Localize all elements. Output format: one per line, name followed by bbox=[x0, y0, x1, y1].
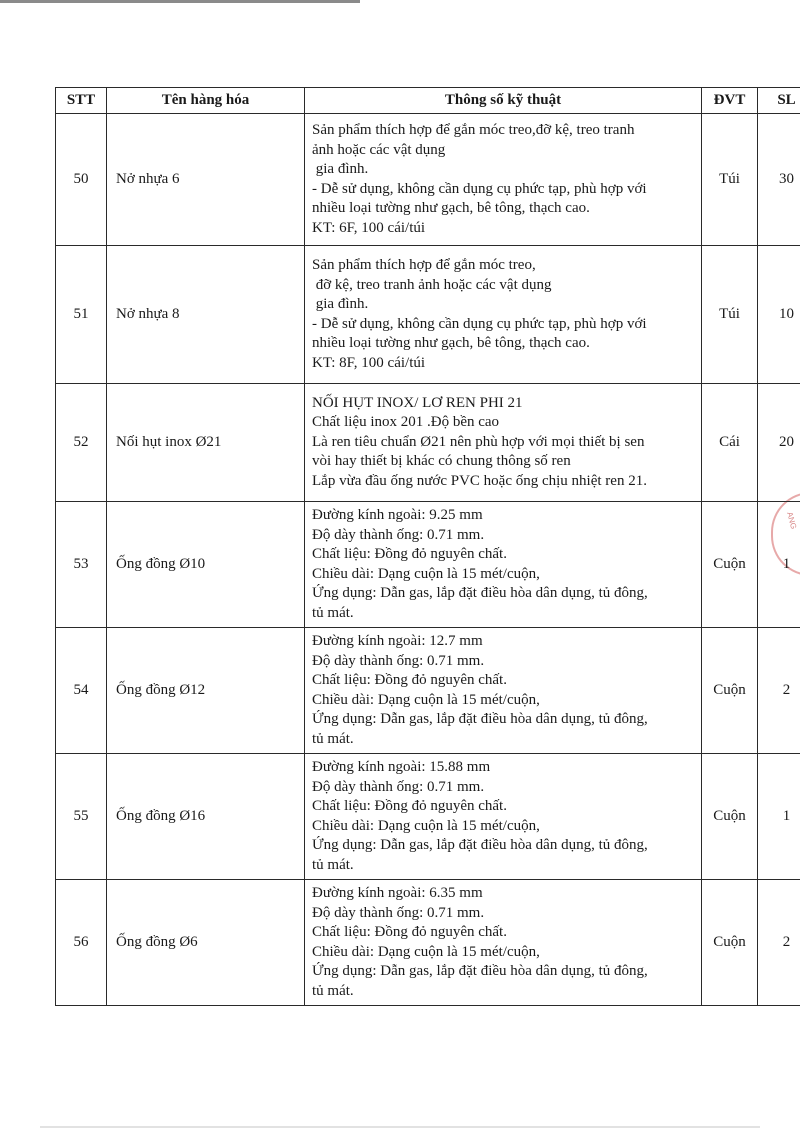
row-spec bbox=[305, 114, 702, 246]
spec-line: Đường kính ngoài: 12.7 mm bbox=[312, 633, 483, 649]
table-row bbox=[56, 246, 800, 384]
spec-line: Chiều dài: Dạng cuộn là 15 mét/cuộn, bbox=[312, 817, 540, 834]
spec-line: - Dễ sử dụng, không cần dụng cụ phức tạp, phù hợp với bbox=[312, 180, 647, 197]
scan-edge-top bbox=[0, 0, 360, 3]
spec-line: Độ dày thành ống: 0.71 mm. bbox=[312, 778, 485, 795]
row-stt: 50 bbox=[56, 114, 107, 246]
spec-line: Độ dày thành ống: 0.71 mm. bbox=[312, 904, 485, 921]
header-spec: Thông số kỹ thuật bbox=[305, 88, 702, 114]
table-row bbox=[56, 754, 800, 880]
spec-line: Ứng dụng: Dẫn gas, lắp đặt điều hòa dân dụng, tủ đông, bbox=[312, 585, 648, 601]
spec-line: nhiều loại tường như gạch, bê tông, thạch cao. bbox=[312, 200, 590, 216]
row-spec bbox=[305, 384, 702, 502]
row-spec bbox=[305, 754, 702, 880]
row-product-name: Ống đồng Ø10 bbox=[107, 502, 305, 628]
row-product-name: Nở nhựa 6 bbox=[107, 114, 305, 246]
spec-line: nhiều loại tường như gạch, bê tông, thạch cao. bbox=[312, 335, 590, 351]
stamp-text: ANG bbox=[785, 510, 799, 531]
spec-line: gia đình. bbox=[312, 296, 369, 312]
table-row bbox=[56, 384, 800, 502]
spec-line: đỡ kệ, treo tranh ảnh hoặc các vật dụng bbox=[312, 276, 552, 293]
product-spec-table bbox=[55, 87, 800, 1006]
spec-line: Chiều dài: Dạng cuộn là 15 mét/cuộn, bbox=[312, 943, 540, 960]
spec-line: tủ mát. bbox=[312, 730, 354, 747]
spec-line: Chất liệu: Đồng đỏ nguyên chất. bbox=[312, 924, 507, 940]
row-stt: 55 bbox=[56, 754, 107, 880]
table-row bbox=[56, 628, 800, 754]
spec-line: Chất liệu: Đồng đỏ nguyên chất. bbox=[312, 546, 507, 562]
header-qty: SL bbox=[758, 88, 800, 114]
spec-line: Là ren tiêu chuẩn Ø21 nên phù hợp với mọi thiết bị sen bbox=[312, 433, 645, 450]
row-unit: Cuộn bbox=[702, 880, 758, 1006]
spec-line: Ứng dụng: Dẫn gas, lắp đặt điều hòa dân dụng, tủ đông, bbox=[312, 711, 648, 727]
spec-line: Đường kính ngoài: 15.88 mm bbox=[312, 759, 491, 775]
row-spec bbox=[305, 880, 702, 1006]
table-row bbox=[56, 502, 800, 628]
spec-line: ảnh hoặc các vật dụng bbox=[312, 141, 446, 158]
table-row bbox=[56, 114, 800, 246]
row-unit: Cuộn bbox=[702, 754, 758, 880]
row-product-name: Nở nhựa 8 bbox=[107, 246, 305, 384]
row-unit: Túi bbox=[702, 246, 758, 384]
spec-line: - Dễ sử dụng, không cần dụng cụ phức tạp, phù hợp với bbox=[312, 315, 647, 332]
spec-line: tủ mát. bbox=[312, 604, 354, 621]
row-stt: 56 bbox=[56, 880, 107, 1006]
header-stt: STT bbox=[56, 88, 107, 114]
spec-line: tủ mát. bbox=[312, 856, 354, 873]
header-unit: ĐVT bbox=[702, 88, 758, 114]
row-stt: 53 bbox=[56, 502, 107, 628]
spec-line: Ứng dụng: Dẫn gas, lắp đặt điều hòa dân dụng, tủ đông, bbox=[312, 963, 648, 979]
spec-line: Chiều dài: Dạng cuộn là 15 mét/cuộn, bbox=[312, 691, 540, 708]
row-quantity: 2 bbox=[758, 880, 800, 1006]
spec-line: Lắp vừa đầu ống nước PVC hoặc ống chịu nhiệt ren 21. bbox=[312, 472, 647, 489]
row-unit: Cuộn bbox=[702, 502, 758, 628]
spec-line: Sản phẩm thích hợp để gắn móc treo, bbox=[312, 257, 536, 273]
row-quantity: 1 bbox=[758, 502, 800, 628]
spec-line: Chất liệu: Đồng đỏ nguyên chất. bbox=[312, 798, 507, 814]
row-stt: 54 bbox=[56, 628, 107, 754]
row-spec bbox=[305, 628, 702, 754]
spec-line: Đường kính ngoài: 9.25 mm bbox=[312, 507, 483, 523]
table-header-row bbox=[56, 88, 800, 114]
row-quantity: 1 bbox=[758, 754, 800, 880]
row-spec bbox=[305, 246, 702, 384]
spec-line: Sản phẩm thích hợp để gắn móc treo,đỡ kệ, treo tranh bbox=[312, 122, 635, 138]
row-quantity: 20 bbox=[758, 384, 800, 502]
spec-line: tủ mát. bbox=[312, 982, 354, 999]
row-spec bbox=[305, 502, 702, 628]
table-row bbox=[56, 880, 800, 1006]
row-stt: 51 bbox=[56, 246, 107, 384]
row-quantity: 10 bbox=[758, 246, 800, 384]
row-product-name: Ống đồng Ø6 bbox=[107, 880, 305, 1006]
row-unit: Cuộn bbox=[702, 628, 758, 754]
row-quantity: 30 bbox=[758, 114, 800, 246]
spec-line: Độ dày thành ống: 0.71 mm. bbox=[312, 652, 485, 669]
row-product-name: Nối hụt inox Ø21 bbox=[107, 384, 305, 502]
spec-line: Chất liệu inox 201 .Độ bền cao bbox=[312, 414, 500, 431]
row-unit: Cái bbox=[702, 384, 758, 502]
spec-line: NỐI HỤT INOX/ LƠ REN PHI 21 bbox=[312, 394, 523, 411]
header-name: Tên hàng hóa bbox=[107, 88, 305, 114]
scan-edge-bottom bbox=[40, 1126, 760, 1128]
row-unit: Túi bbox=[702, 114, 758, 246]
spec-line: KT: 6F, 100 cái/túi bbox=[312, 219, 426, 236]
row-product-name: Ống đồng Ø12 bbox=[107, 628, 305, 754]
spec-line: Ứng dụng: Dẫn gas, lắp đặt điều hòa dân dụng, tủ đông, bbox=[312, 837, 648, 853]
spec-line: vòi hay thiết bị khác có chung thông số ren bbox=[312, 453, 571, 470]
spec-line: KT: 8F, 100 cái/túi bbox=[312, 354, 426, 371]
row-product-name: Ống đồng Ø16 bbox=[107, 754, 305, 880]
row-stt: 52 bbox=[56, 384, 107, 502]
spec-line: Độ dày thành ống: 0.71 mm. bbox=[312, 526, 485, 543]
row-quantity: 2 bbox=[758, 628, 800, 754]
table-body bbox=[56, 114, 800, 1006]
spec-line: Chất liệu: Đồng đỏ nguyên chất. bbox=[312, 672, 507, 688]
spec-line: Chiều dài: Dạng cuộn là 15 mét/cuộn, bbox=[312, 565, 540, 582]
spec-line: gia đình. bbox=[312, 161, 369, 177]
spec-line: Đường kính ngoài: 6.35 mm bbox=[312, 885, 483, 901]
